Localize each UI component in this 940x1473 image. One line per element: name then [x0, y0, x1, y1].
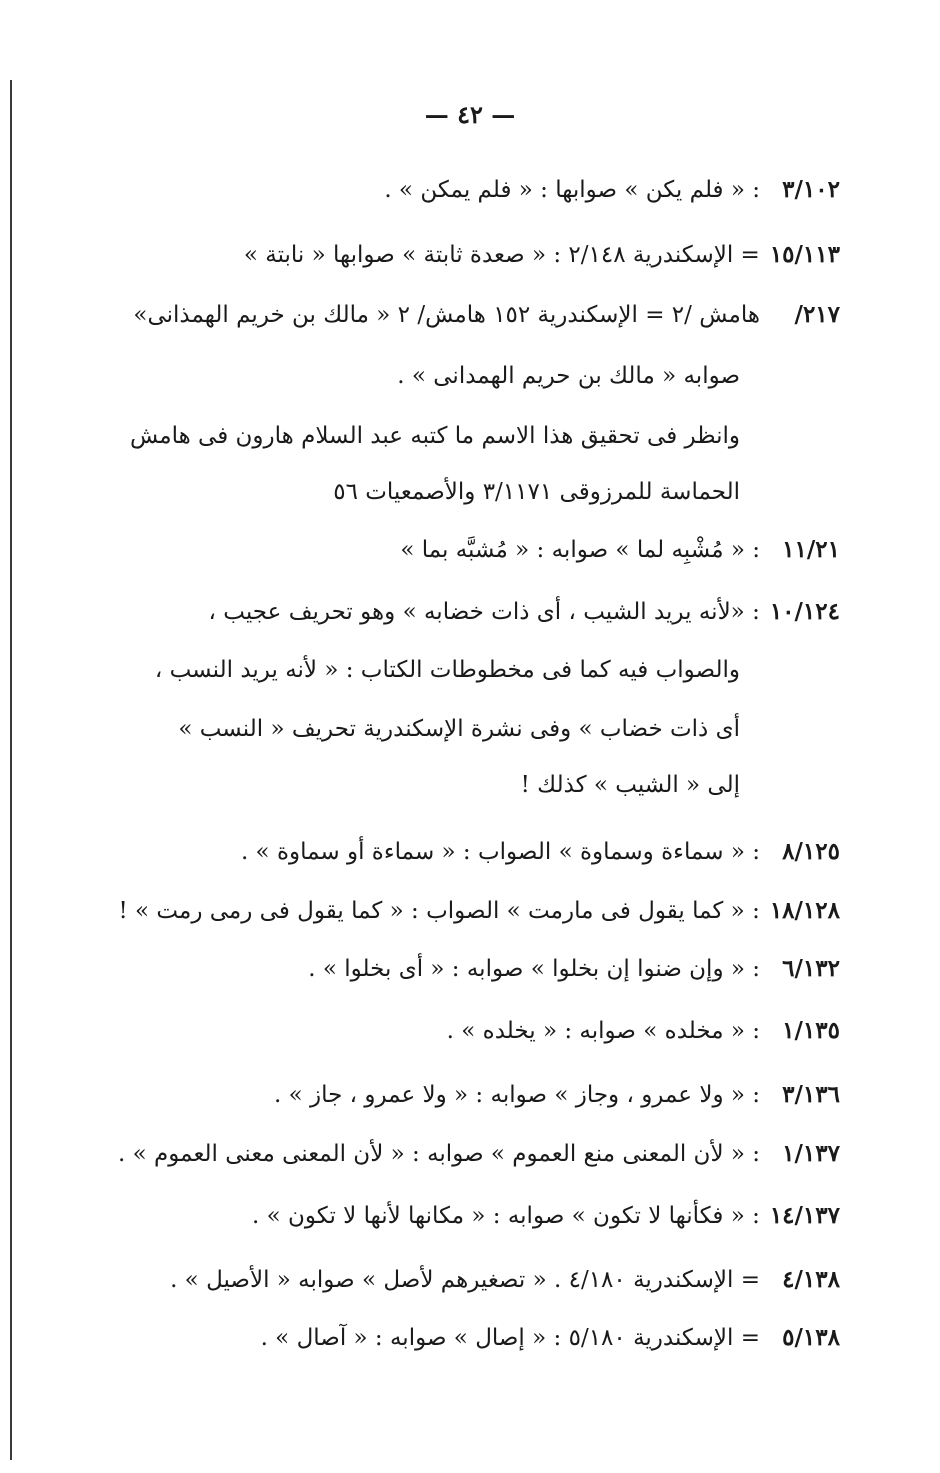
entry-text: : « سماءة وسماوة » الصواب : « سماءة أو سماوة » .: [240, 839, 760, 865]
entry-ref: ١٨/١٢٨: [769, 897, 840, 924]
entry-ref: ١/١٣٥: [782, 1017, 840, 1044]
entry-continuation: [140, 767, 740, 803]
entry-text: : « لأن المعنى منع العموم » صوابه : « لأن المعنى معنى العموم » .: [118, 1141, 760, 1167]
entry-ref: ١٠/١٢٤: [769, 598, 840, 625]
entry-ref: ١/١٣٧: [782, 1140, 840, 1167]
entry-ref: ٢١٧/: [794, 301, 840, 328]
entry-continuation: [140, 358, 740, 394]
entry-continuation: [129, 418, 740, 454]
entry-ref: ١٤/١٣٧: [769, 1202, 840, 1229]
entry-line: [118, 1136, 840, 1172]
entry-text: : « كما يقول فى مارمت » الصواب : « كما يقول فى رمى رمت » !: [118, 898, 760, 924]
entry-ref: ٦/١٣٢: [782, 955, 840, 982]
entry-line: [150, 834, 840, 870]
page-number: — ٤٢ —: [424, 100, 516, 129]
entry-text: هامش /٢ = الإسكندرية ١٥٢ هامش/ ٢ « مالك بن خريم الهمذانى»: [133, 302, 760, 328]
margin-rule: [10, 80, 12, 1460]
entry-text: إلى « الشيب » كذلك !: [520, 772, 740, 798]
entry-line: [120, 1262, 840, 1298]
entry-line: [150, 1198, 840, 1234]
entry-ref: ٣/١٣٦: [782, 1081, 840, 1108]
entry-text: : « مُشْبِه لما » صوابه : « مُشبَّه بما »: [400, 537, 760, 563]
entry-line: [120, 297, 840, 333]
entry-line: [150, 1013, 840, 1049]
entry-ref: ٣/١٠٢: [782, 176, 840, 203]
entry-line: [150, 1320, 840, 1356]
entry-continuation: [140, 652, 740, 688]
entry-text: : « فكأنها لا تكون » صوابه : « مكانها لأنها لا تكون » .: [251, 1203, 760, 1229]
entry-text: : « وإن ضنوا إن بخلوا » صوابه : « أى بخلوا » .: [308, 956, 760, 982]
entry-line: [120, 594, 840, 630]
entry-line: [150, 532, 840, 568]
entry-ref: ٤/١٣٨: [782, 1266, 840, 1293]
entry-text: صوابه « مالك بن حريم الهمدانى » .: [397, 363, 740, 389]
entry-line: [120, 237, 840, 273]
entry-ref: ٨/١٢٥: [782, 838, 840, 865]
entry-text: أى ذات خضاب » وفى نشرة الإسكندرية تحريف « النسب »: [178, 716, 740, 742]
entry-text: والصواب فيه كما فى مخطوطات الكتاب : « لأنه يريد النسب ،: [154, 657, 740, 683]
entry-ref: ١٥/١١٣: [769, 241, 840, 268]
entry-text: = الإسكندرية ٥/١٨٠ : « إصال » صوابه : « آصال » .: [260, 1325, 760, 1351]
entry-continuation: [140, 474, 740, 510]
entry-text: : «لأنه يريد الشيب ، أى ذات خضابه » وهو تحريف عجيب ،: [208, 599, 760, 625]
entry-text: وانظر فى تحقيق هذا الاسم ما كتبه عبد السلام هارون فى هامش: [129, 423, 740, 449]
entry-line: [150, 951, 840, 987]
entry-text: : « فلم يكن » صوابها : « فلم يمكن » .: [384, 177, 760, 203]
entry-ref: ٥/١٣٨: [782, 1324, 840, 1351]
entry-text: : « مخلده » صوابه : « يخلده » .: [446, 1018, 760, 1044]
entry-ref: ١١/٢١: [782, 536, 840, 563]
entry-text: = الإسكندرية ٤/١٨٠ . « تصغيرهم لأصل » صوابه « الأصيل » .: [170, 1267, 760, 1293]
entry-text: الحماسة للمرزوقى ٣/١١٧١ والأصمعيات ٥٦: [333, 479, 740, 505]
entry-text: = الإسكندرية ٢/١٤٨ : « صعدة ثابتة » صوابها « نابتة »: [243, 242, 760, 268]
entry-continuation: [140, 711, 740, 747]
entry-line: [120, 893, 840, 929]
entry-line: [150, 1077, 840, 1113]
entry-line: [150, 172, 840, 208]
entry-text: : « ولا عمرو ، وجاز » صوابه : « ولا عمرو ، جاز » .: [274, 1082, 760, 1108]
